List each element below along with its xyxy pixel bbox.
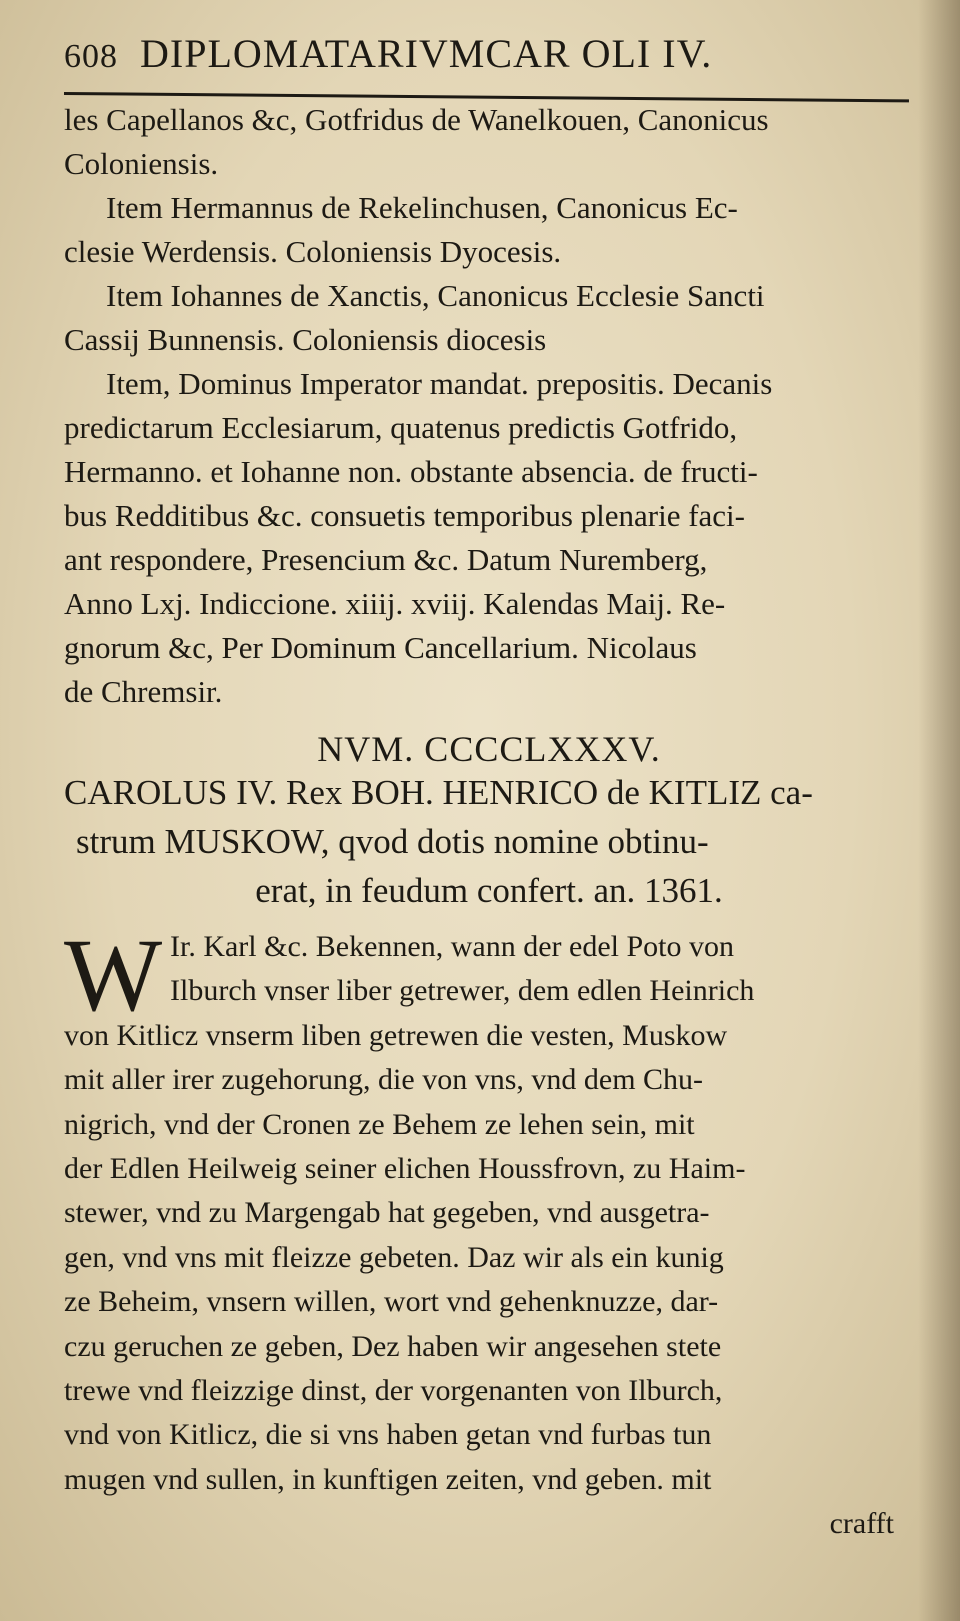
summary-line: CAROLUS IV. Rex BOH. HENRICO de KITLIZ ca- [64,773,813,812]
catchword: crafft [829,1507,894,1541]
text-line: bus Redditibus &c. consuetis temporibus plenarie faci- [64,498,745,533]
text-line: gnorum &c, Per Dominum Cancellarium. Nicolaus [64,630,697,665]
document-number-heading: NVM. CCCCLXXXV. [317,729,661,769]
text-line: clesie Werdensis. Coloniensis Dyocesis. [64,234,562,269]
page-gutter-shadow [918,0,960,1621]
drop-cap-initial: W [64,918,163,1033]
text-line: czu geruchen ze geben, Dez haben wir angesehen stete [64,1329,722,1363]
text-line: mit aller irer zugehorung, die von vns, vnd dem Chu- [64,1063,704,1097]
text-line: Anno Lxj. Indiccione. xiiij. xviij. Kalendas Maij. Re- [64,586,726,621]
text-line: Item, Dominus Imperator mandat. prepositis. Decanis [106,366,773,401]
running-title: DIPLOMATARIVMCAR OLI IV. [140,31,713,76]
text-line: Cassij Bunnensis. Coloniensis diocesis [64,322,547,357]
text-line: Coloniensis. [64,146,219,181]
page-header [64,30,894,80]
text-line: Item Iohannes de Xanctis, Canonicus Ecclesie Sancti [106,278,765,313]
text-line: predictarum Ecclesiarum, quatenus predictis Gotfrido, [64,410,738,445]
text-line: de Chremsir. [64,674,223,709]
text-line: ze Beheim, vnsern willen, wort vnd gehenknuzze, dar- [64,1285,719,1319]
preceding-document-text [64,98,914,714]
summary-line: strum MUSKOW, qvod dotis nomine obtinu- [76,822,709,861]
summary-line: erat, in feudum confert. an. 1361. [255,871,723,910]
text-line: les Capellanos &c, Gotfridus de Wanelkouen, Canonicus [64,102,769,137]
page-number: 608 [64,38,118,75]
text-line: Item Hermannus de Rekelinchusen, Canonicus Ec- [106,190,738,225]
text-line: von Kitlicz vnserm liben getrewen die vesten, Muskow [64,1018,728,1052]
text-line: mugen vnd sullen, in kunftigen zeiten, vnd geben. mit [64,1462,712,1496]
text-line: Ir. Karl &c. Bekennen, wann der edel Poto von [170,930,735,963]
document-summary [64,768,914,915]
document-text [64,918,914,1546]
text-line: nigrich, vnd der Cronen ze Behem ze lehen sein, mit [64,1107,695,1141]
text-line: vnd von Kitlicz, die si vns haben getan vnd furbas tun [64,1418,712,1452]
text-line: Ilburch vnser liber getrewer, dem edlen Heinrich [170,974,755,1008]
text-line: trewe vnd fleizzige dinst, der vorgenanten von Ilburch, [64,1373,723,1407]
text-line: Hermanno. et Iohanne non. obstante absencia. de fructi- [64,454,758,489]
text-line: stewer, vnd zu Margengab hat gegeben, vnd ausgetra- [64,1196,710,1230]
text-line: gen, vnd vns mit fleizze gebeten. Daz wir als ein kunig [64,1240,724,1274]
text-line: ant respondere, Presencium &c. Datum Nuremberg, [64,542,708,577]
text-line: der Edlen Heilweig seiner elichen Houssfrovn, zu Haim- [64,1151,746,1185]
